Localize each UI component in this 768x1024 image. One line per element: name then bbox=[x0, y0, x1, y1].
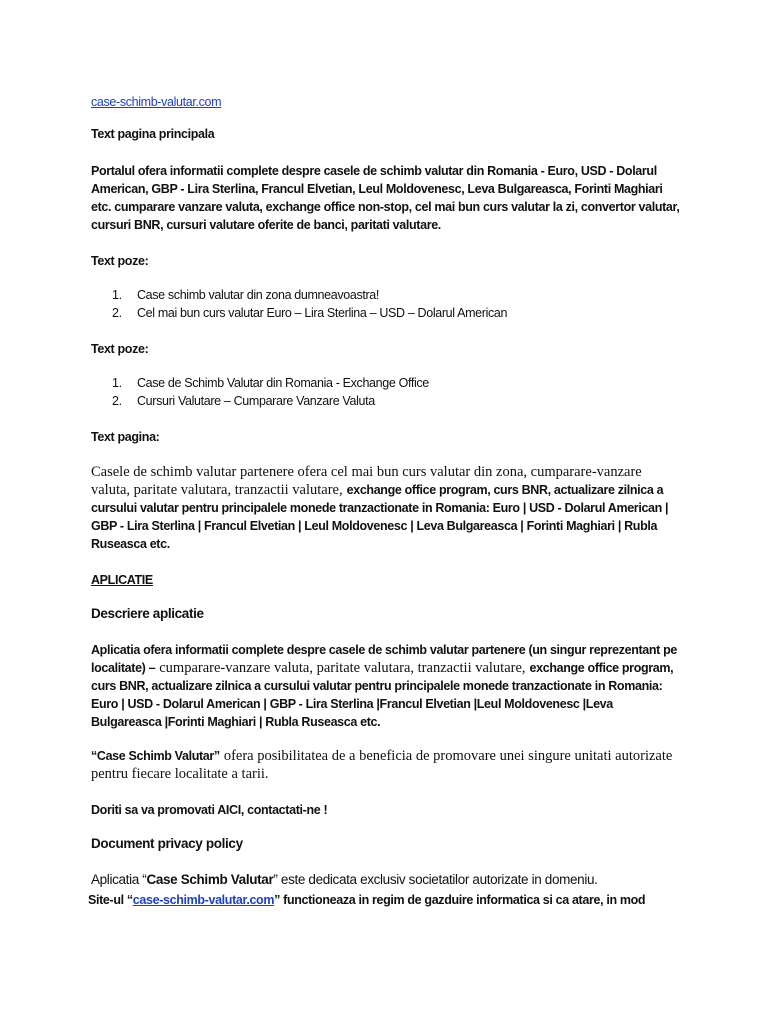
list-item: 2. Cel mai bun curs valutar Euro – Lira Sterlina – USD – Dolarul American bbox=[112, 306, 508, 320]
promo-paragraph bbox=[91, 747, 681, 783]
list-item: 1. Case schimb valutar din zona dumneavoastra! bbox=[112, 288, 380, 302]
page-text-paragraph bbox=[91, 463, 681, 553]
page-text-serif: Casele de schimb valutar partenere ofera cel mai bun curs valutar din zona, cumparare-vanzare valuta, paritate valutara, tranzactii valutare, bbox=[91, 464, 642, 498]
list-item: 2. Cursuri Valutare – Cumparare Vanzare Valuta bbox=[112, 394, 375, 408]
privacy-heading: Document privacy policy bbox=[91, 836, 243, 851]
privacy-p1 bbox=[91, 871, 681, 889]
privacy-p2 bbox=[88, 891, 688, 909]
app-desc-bold1: Aplicatia ofera informatii complete despre casele de schimb valutar partenere (un singur reprezentant pe localitate) – bbox=[91, 643, 678, 675]
app-section-title: APLICATIE bbox=[91, 573, 153, 587]
app-desc-serif: cumparare-vanzare valuta, paritate valutara, tranzactii valutare, bbox=[159, 660, 526, 676]
photos2-heading: Text poze: bbox=[91, 342, 149, 356]
page-text-heading: Text pagina: bbox=[91, 430, 160, 444]
photos1-heading: Text poze: bbox=[91, 254, 149, 268]
privacy-p1-bold: Case Schimb Valutar bbox=[146, 872, 274, 887]
photos1-list bbox=[91, 286, 681, 322]
privacy-p1-start: Aplicatia “ bbox=[91, 872, 147, 887]
contact-line: Doriti sa va promovati AICI, contactati-ne ! bbox=[91, 803, 328, 817]
app-desc-heading: Descriere aplicatie bbox=[91, 606, 204, 621]
privacy-site-link[interactable]: case-schimb-valutar.com bbox=[132, 893, 275, 907]
page-text-bold: exchange office program, curs BNR, actualizare zilnica a cursului valutar pentru principalele monede tranzactionate in Romania: Euro | USD - Dolarul American | GBP - Lira Sterlina | Francul Elvetian | Leul Moldovenesc | Leva Bulgareasca | Forinti Maghiari | Rubla Ruseasca etc. bbox=[91, 483, 669, 551]
site-link-line bbox=[91, 93, 681, 111]
privacy-p1-end: ” este dedicata exclusiv societatilor autorizate in domeniu. bbox=[273, 872, 598, 887]
promo-text: ofera posibilitatea de a beneficia de promovare unei singure unitati autorizate pentru fiecare localitate a tarii. bbox=[91, 748, 673, 782]
heading-main: Text pagina principala bbox=[91, 127, 215, 141]
intro-paragraph: Portalul ofera informatii complete despre casele de schimb valutar din Romania - Euro, USD - Dolarul American, GBP - Lira Sterlina, Francul Elvetian, Leul Moldovenesc, Leva Bulgareasca, Forinti Maghiari etc. cumparare vanzare valuta, exchange office non-stop, cel mai bun curs valutar la zi, convertor valutar, cursuri BNR, cursuri valutare oferite de banci, paritati valutare. bbox=[91, 164, 680, 232]
promo-brand: “Case Schimb Valutar” bbox=[91, 749, 220, 763]
privacy-p2-end: ” functioneaza in regim de gazduire informatica si ca atare, in mod bbox=[274, 893, 646, 907]
app-desc-bold2: exchange office program, curs BNR, actualizare zilnica a cursului valutar pentru principalele monede tranzactionate in Romania: Euro | USD - Dolarul American | GBP - Lira Sterlina |Francul Elvetian |Leul Moldovenesc |Leva Bulgareasca |Forinti Maghiari | Rubla Ruseasca etc. bbox=[91, 661, 674, 729]
list-item: 1. Case de Schimb Valutar din Romania - Exchange Office bbox=[112, 376, 429, 390]
app-desc-paragraph bbox=[91, 641, 681, 731]
site-link[interactable]: case-schimb-valutar.com bbox=[91, 95, 222, 109]
privacy-p2-start: Site-ul “ bbox=[88, 893, 133, 907]
photos2-list bbox=[91, 374, 681, 410]
